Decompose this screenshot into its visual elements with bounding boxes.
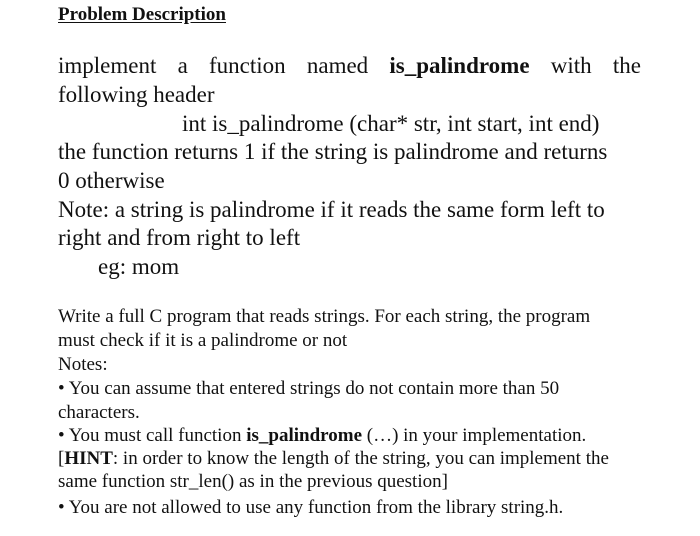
intro-word: function (209, 53, 286, 78)
function-name: is_palindrome (389, 53, 530, 78)
example: eg: mom (98, 254, 180, 279)
note-bullet-1-line-2: characters. (58, 402, 140, 423)
intro-word: with (550, 53, 592, 78)
hint-open-bracket: [ (58, 448, 65, 469)
intro-word: named (306, 53, 369, 78)
return-description-line-1: the function returns 1 if the string is palindrome and returns (58, 139, 608, 164)
heading: Problem Description (58, 4, 226, 25)
intro-line-1 (58, 51, 641, 80)
return-description-line-2: 0 otherwise (58, 168, 165, 193)
program-task-line-2: must check if it is a palindrome or not (58, 330, 348, 351)
intro-word: implement (58, 53, 157, 78)
hint-label: HINT (64, 448, 113, 469)
note-bullet-3: • You are not allowed to use any function from the library string.h. (58, 497, 564, 518)
bullet-2-suffix: (…) in your implementation. (362, 425, 587, 446)
bullet-2-prefix: • You must call function (58, 425, 247, 446)
program-task-line-1: Write a full C program that reads strings. For each string, the program (58, 306, 591, 327)
note-bullet-2 (58, 424, 641, 448)
note-bullet-1-line-1: • You can assume that entered strings do not contain more than 50 (58, 378, 560, 399)
function-signature: int is_palindrome (char* str, int start, int end) (182, 111, 600, 136)
palindrome-note-line-2: right and from right to left (58, 225, 301, 250)
hint-line-1 (58, 447, 641, 471)
hint-line-2: same function str_len() as in the previous question] (58, 471, 448, 492)
palindrome-note-line-1: Note: a string is palindrome if it reads the same form left to (58, 197, 605, 222)
bullet-2-function-name: is_palindrome (246, 425, 362, 446)
notes-label: Notes: (58, 354, 108, 375)
intro-word: the (612, 53, 641, 78)
intro-line-2: following header (58, 82, 215, 107)
intro-word: a (177, 53, 188, 78)
hint-text: : in order to know the length of the string, you can implement the (112, 448, 609, 469)
